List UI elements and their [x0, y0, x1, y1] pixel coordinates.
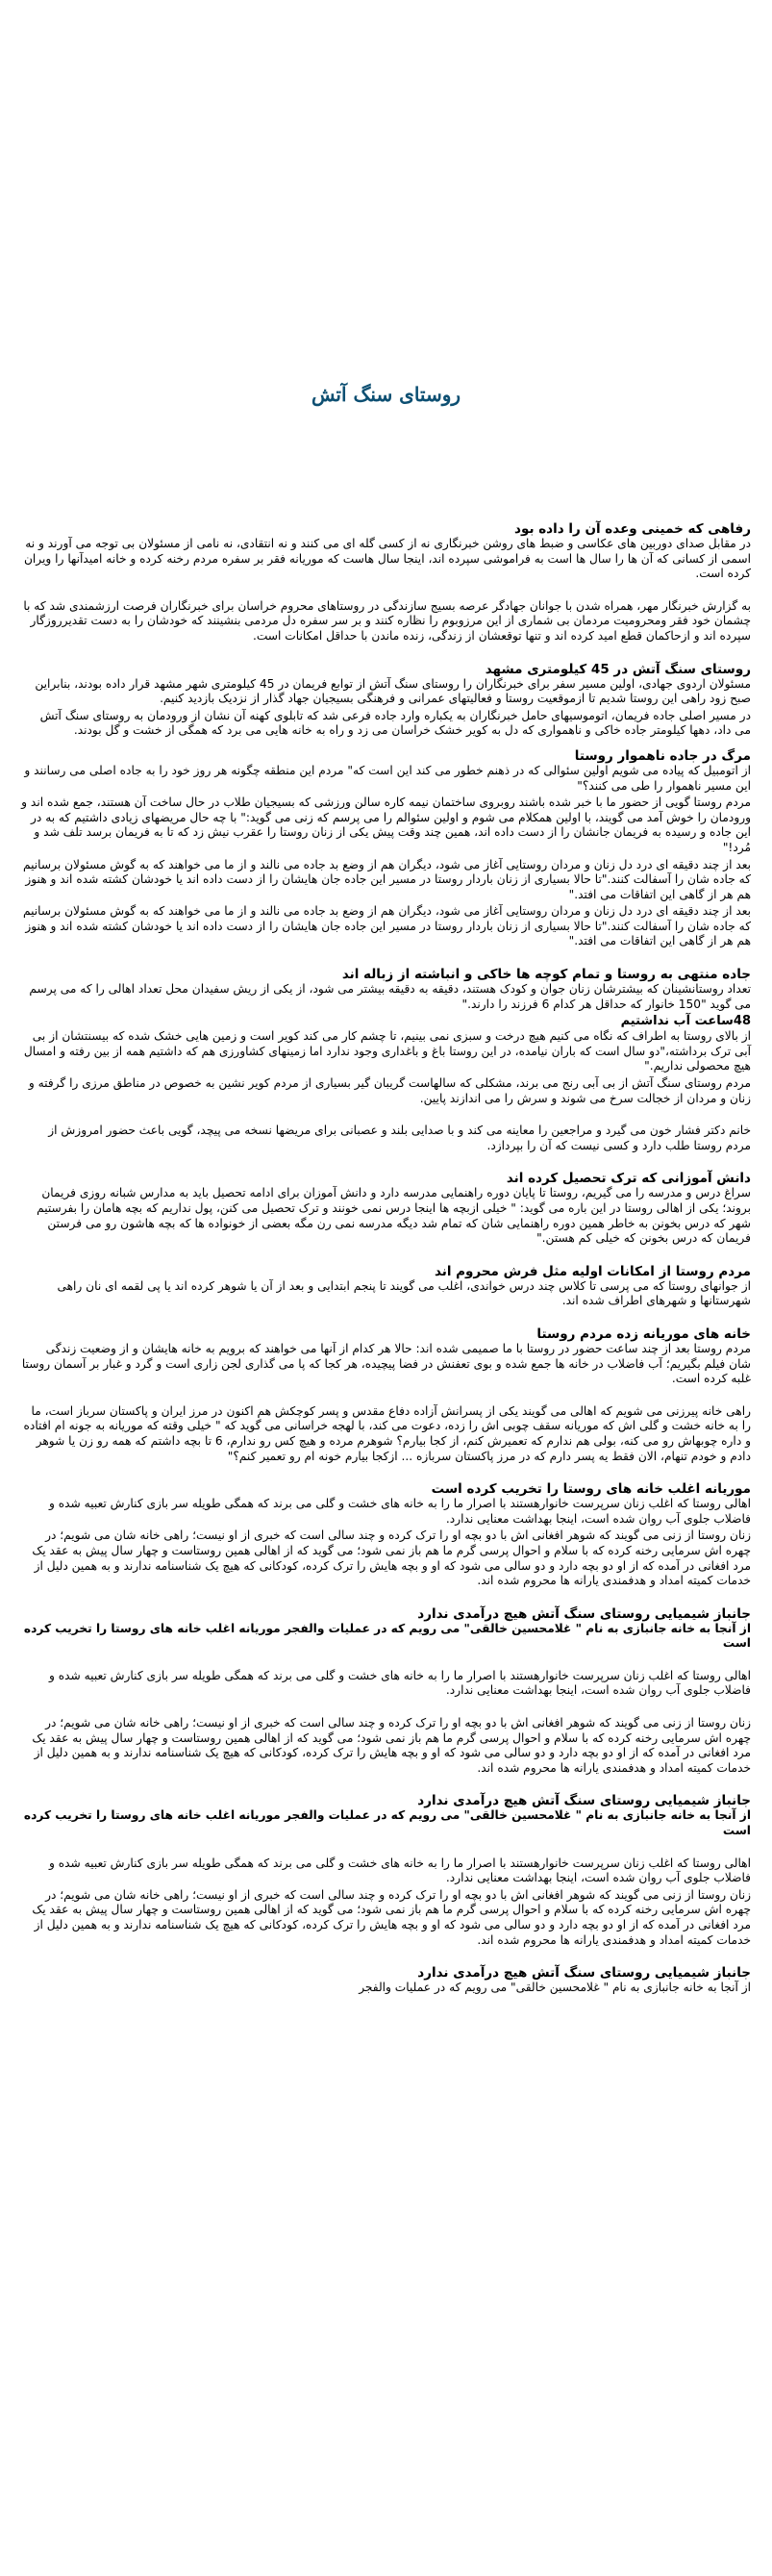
paragraph: از آنجا به خانه جانبازی به نام " غلامحسین خالقی" می رویم که در عملیات والفجر موریانه اغلب خانه های روستا را تخریب کرده است — [23, 1808, 751, 1838]
paragraph: مسئولان اردوی جهادی، اولین مسیر سفر برای خبرنگاران را روستای سنگ آتش از توابع فریمان در 45 کیلومتری شهر مشهد قرار داده بودند، بنابراین صبح زود راهی این روستا شدیم تا ازموقعیت روستا و فعالیتهای عمرانی و فرهنگی بسیجیان جهاد گذار از نزدیک بازدید کنیم. — [35, 676, 751, 706]
paragraph: در مسیر اصلی جاده فریمان، اتوموسیهای حامل خبرنگاران به یکباره وارد جاده فرعی شد که تابلوی کهنه آن نشان از ورودمان به روستای سنگ آتش می داد، دهها کیلومتر جاده خاکی و ناهمواری که دل به کویر خشک خراسان می زد و راه به خانه هایی می برد که همگی از خشت و گل بودند. — [39, 708, 751, 738]
section-11 — [21, 1965, 751, 1996]
paragraph: تعداد روستانشینان که بیشترشان زنان جوان و کودک هستند، دقیقه به دقیقه بیشتر می شود، از یکی از ریش سفیدان محل تعداد اهالی را که می پرسم می گوید "150 خانوار که حداقل هر کدام 6 فرزند را دارند." — [29, 982, 751, 1011]
paragraph: اهالی روستا که اغلب زنان سرپرست خانوارهستند با اصرار ما را به خانه های خشت و گلی می برند که همگی طویله سر بازی کنارش تعبیه شده و فاضلاب جلوی آب روان شده است، اینجا بهداشت معنایی ندارد. — [49, 1856, 751, 1885]
section-heading: مردم روستا از امکانات اولیه مثل فرش محروم اند — [434, 1263, 751, 1279]
paragraph: زنان روستا از زنی می گویند که شوهر افغانی اش با دو بچه او را ترک کرده و چند سالی است که خبری از او نیست؛ راهی خانه شان می شویم؛ در چهره اش سرمایی رخنه کرده که با سلام و احوال پرسی گرم ما هم باز نمی شود؛ می گوید که از اهالی همین روستاست و چهار سال پیش به عقد یک مرد افغانی در آمده که از او دو بچه دارد و دو سالی می شود که او و بچه هایش را ترک کرده، کودکانی که هیچ یک شناسنامه ندارند و به همین دلیل از خدمات کمیته امداد و هدفمندی یارانه ها محروم شده اند. — [32, 1887, 751, 1947]
paragraph: اهالی روستا که اغلب زنان سرپرست خانوارهستند با اصرار ما را به خانه های خشت و گلی می برند که همگی طویله سر بازی کنارش تعبیه شده و فاضلاب جلوی آب روان شده است، اینجا بهداشت معنایی ندارد. — [49, 1668, 751, 1698]
paragraph: در مقابل صدای دوربین های عکاسی و ضبط های روشن خبرنگاری نه از کسی گله ای می کنند و نه انتقادی، نه نامی از مسئولان بی توجه می آورند و نه اسمی از کسانی که آن ها را سال ها است به فراموشی سپرده اند، اینجا سال هاست که موریانه فقر بر سفره مردم رخنه کرده و خانه امیدآنها را ویران کرده است. — [23, 537, 751, 581]
paragraph: سراغ درس و مدرسه را می گیریم، روستا تا پایان دوره راهنمایی مدرسه دارد و دانش آموزان برای ادامه تحصیل باید به مدارس شبانه روزی فریمان بروند؛ یکی از اهالی روستا در این باره می گوید: " خیلی ازبچه ها اینجا درس نمی خونند و ترک تحصیل می کنن، پول نداریم که بچه هامان را بفرستیم شهر که درس بخونن به خاطر همین دوره راهنمایی شان که تمام شد دیگه مدرسه نمی رن مگه بعضی از خونواده ها که بچه هاشون رو می فرستن فریمان که درس بخونن که خیلی کم هستن." — [37, 1186, 751, 1246]
section-heading: دانش آموزانی که ترک تحصیل کرده اند — [506, 1171, 751, 1187]
section-8 — [21, 1481, 751, 1589]
section-heading: روستای سنگ آتش در 45 کیلومتری مشهد — [485, 661, 751, 677]
paragraph: زنان روستا از زنی می گویند که شوهر افغانی اش با دو بچه او را ترک کرده و چند سالی است که خبری از او نیست؛ راهی خانه شان می شویم؛ در چهره اش سرمایی رخنه کرده که با سلام و احوال پرسی گرم ما هم باز نمی شود؛ می گوید که از اهالی همین روستاست و چهار سال پیش به عقد یک مرد افغانی در آمده که از او دو بچه دارد و دو سالی می شود که او و بچه هایش را ترک کرده، کودکانی که هیچ یک شناسنامه ندارند و به همین دلیل از خدمات کمیته امداد و هدفمندی یارانه ها محروم شده اند. — [32, 1528, 751, 1588]
paragraph: مردم روستا گویی از حضور ما با خبر شده باشند روبروی ساختمان نیمه کاره سالن ورزشی که بسیجیان طلاب در حال ساخت آن هستند، جمع شده اند و ورودمان را خوش آمد می گویند، با اولین همکلام می شوم و اولین سئوالم را می پرسم که زنی می گوید:" با چه حال مریضهای زیادی داشتیم که به در این جاده و رسیده به فریمان جانشان را از دست داده اند، همین چند وقت پیش یکی از زنان روستا را عقرب نیش زد که تا به فریمان برسد تلف شد و مُرد!" — [21, 796, 751, 854]
page-title: روستای سنگ آتش — [311, 383, 461, 406]
paragraph: زنان روستا از زنی می گویند که شوهر افغانی اش با دو بچه او را ترک کرده و چند سالی است که خبری از او نیست؛ راهی خانه شان می شویم؛ در چهره اش سرمایی رخنه کرده که با سلام و احوال پرسی گرم ما هم باز نمی شود؛ می گوید که از اهالی همین روستاست و چهار سال پیش به عقد یک مرد افغانی در آمده که از او دو بچه دارد و دو سالی می شود که او و بچه هایش را ترک کرده، کودکانی که هیچ یک شناسنامه ندارند و به همین دلیل از خدمات کمیته امداد و هدفمندی یارانه ها محروم شده اند. — [32, 1716, 751, 1775]
paragraph: از اتومبیل که پیاده می شویم اولین سئوالی که در ذهنم خطور می کند این است که" مردم این منطقه چگونه هر روز خود را به جاده اصلی می رسانند و این مسیر ناهموار را طی می کنند؟" — [24, 763, 751, 793]
paragraph: از بالای روستا به اطراف که نگاه می کنیم هیچ درخت و سبزی نمی بینیم، تا چشم کار می کند کویر است و زمین هایی خشک شده که بیسنتشان از بی آبی ترک برداشته،"دو سال است که باران نیامده، در این روستا باغ و باغداری وجود ندارد اما زمینهای کشاورزی هم که داشتیم همه از بین رفته و امسال هیچ محصولی نداریم." — [23, 1029, 751, 1073]
paragraph: به گزارش خبرنگار مهر، همراه شدن با جوانان جهادگر عرصه بسیج سازندگی در روستاهای محروم خراسان برای خبرنگاران فرصت ارزشمندی شد که با چشمان خود فقر ومحرومیت مردمان بی شماری از این مرزوبوم را نظاره کنند و بر سر سفره دل مردمی بنشینند که خودشان را به دست تقدیرروزگار سپرده اند و ازحاکمان قطع امید کرده اند و تنها توقعشان از زندگی، زنده ماندن با حداقل امکانات است. — [23, 598, 751, 643]
section-1 — [21, 521, 751, 644]
paragraph: از آنجا به خانه جانبازی به نام " غلامحسین خالقی" می رویم که در عملیات والفجر — [359, 1981, 751, 1995]
section-7 — [21, 1326, 751, 1464]
section-4 — [21, 967, 751, 1153]
paragraph: از آنجا به خانه جانبازی به نام " غلامحسین خالقی" می رویم که در عملیات والفجر موریانه اغلب خانه های روستا را تخریب کرده است — [23, 1621, 751, 1651]
section-heading: رفاهی که خمینی وعده آن را داده بود — [514, 521, 751, 537]
paragraph: خانم دکتر فشار خون می گیرد و مراجعین را معاینه می کند و با صدایی بلند و عصبانی برای مریضها نسخه می پیچد، گویی باعث حضور امروزش از مردم روستا طلب دارد و کسی نیست که آن را بپردازد. — [48, 1124, 751, 1152]
section-2 — [21, 662, 751, 739]
paragraph: راهی خانه پیرزنی می شویم که اهالی می گویند یکی از پسرانش آزاده دفاع مقدس و پسر کوچکش هم اکنون در مرز ایران و پاکستان سرباز است، ما را به خانه خشت و گلی اش که موریانه سقف چوبی اش را زده، دعوت می کند، با لهجه خراسانی می گوید که " خیلی وقته که موریانه به جونه ام افتاده و داره چوبهاش رو می کنه، بولی هم ندارم که تعمیرش کنم، از کجا بیارم؟ شوهرم مرده و هیچ کس رو ندارم، 6 تا بچه داشتم که همه رو زن یا شوهر دادم و خودم تنهام، الان فقط یه پسر دارم که در مرز پاکستان سربازه ... ازکجا بیارم خونه ام رو تعمیر کنم؟" — [23, 1403, 751, 1463]
section-9 — [21, 1606, 751, 1777]
paragraph: بعد از چند دقیقه ای درد دل زنان و مردان روستایی آغاز می شود، دیگران هم از وضع بد جاده می نالند و از ما می خواهند که به گوش مسئولان برسانیم که جاده شان را آسفالت کنند."تا حالا بسیاری از زنان باردار روستا در مسیر این جاده جان هایشان را از دست داده اند یا خودشان کشته شده اند و هنوز هم هر از گاهی این اتفاقات می افتد." — [22, 904, 751, 948]
section-3 — [21, 748, 751, 949]
paragraph: بعد از چند دقیقه ای درد دل زنان و مردان روستایی آغاز می شود، دیگران هم از وضع بد جاده می نالند و از ما می خواهند که به گوش مسئولان برسانیم که جاده شان را آسفالت کنند."تا حالا بسیاری از زنان باردار روستا در مسیر این جاده جان هایشان را از دست داده اند یا خودشان کشته شده اند و هنوز هم هر از گاهی این اتفاقات می افتد." — [22, 857, 751, 901]
section-5 — [21, 1171, 751, 1246]
section-heading: جاده منتهی به روستا و تمام کوچه ها خاکی و انباشته از زباله اند — [341, 967, 751, 983]
section-heading: خانه های موریانه زده مردم روستا — [536, 1326, 751, 1342]
paragraph: مردم روستا بعد از چند ساعت حضور در روستا با ما صمیمی شده اند: حالا هر کدام از آنها می خواهند که برویم به خانه هایشان و از وضعیت زندگی شان فیلم بگیریم؛ آب فاضلاب در خانه ها جمع شده و بوی تعفنش در فضا پیچیده، هر کجا که پا می گذاری لجن زاری است و گرد و غبار بر آسمان روستا غلبه کرده است. — [21, 1341, 751, 1386]
section-heading: جانباز شیمیایی روستای سنگ آتش هیچ درآمدی ندارد — [417, 1965, 751, 1982]
section-heading: جانباز شیمیایی روستای سنگ آتش هیچ درآمدی ندارد — [417, 1605, 751, 1622]
section-heading: مرگ در جاده ناهموار روستا — [574, 747, 751, 764]
section-6 — [21, 1264, 751, 1309]
article-body — [21, 521, 751, 2013]
section-heading: موریانه اغلب خانه های روستا را تخریب کرده است — [431, 1481, 751, 1498]
subheading: 48ساعت آب نداشتیم — [620, 1014, 751, 1029]
paragraph: مردم روستای سنگ آتش از بی آبی رنج می برند، مشکلی که سالهاست گریبان گیر بسیاری از مردم کویر نشین به خصوص در مناطق مرزی را گرفته و زنان و مردان از خجالت سرخ می شوند و سرش را می اندازند پایین. — [28, 1076, 751, 1105]
section-10 — [21, 1793, 751, 1948]
paragraph: از جوانهای روستا که می پرسی تا کلاس چند درس خواندی، اغلب می گویند تا پنجم ابتدایی و بعد از آن یا شوهر کرده اند یا پی لقمه ای نان راهی شهرستانها و شهرهای اطراف شده اند. — [57, 1278, 751, 1308]
paragraph: اهالی روستا که اغلب زنان سرپرست خانوارهستند با اصرار ما را به خانه های خشت و گلی می برند که همگی طویله سر بازی کنارش تعبیه شده و فاضلاب جلوی آب روان شده است، اینجا بهداشت معنایی ندارد. — [49, 1497, 751, 1526]
section-heading: جانباز شیمیایی روستای سنگ آتش هیچ درآمدی ندارد — [417, 1793, 751, 1809]
